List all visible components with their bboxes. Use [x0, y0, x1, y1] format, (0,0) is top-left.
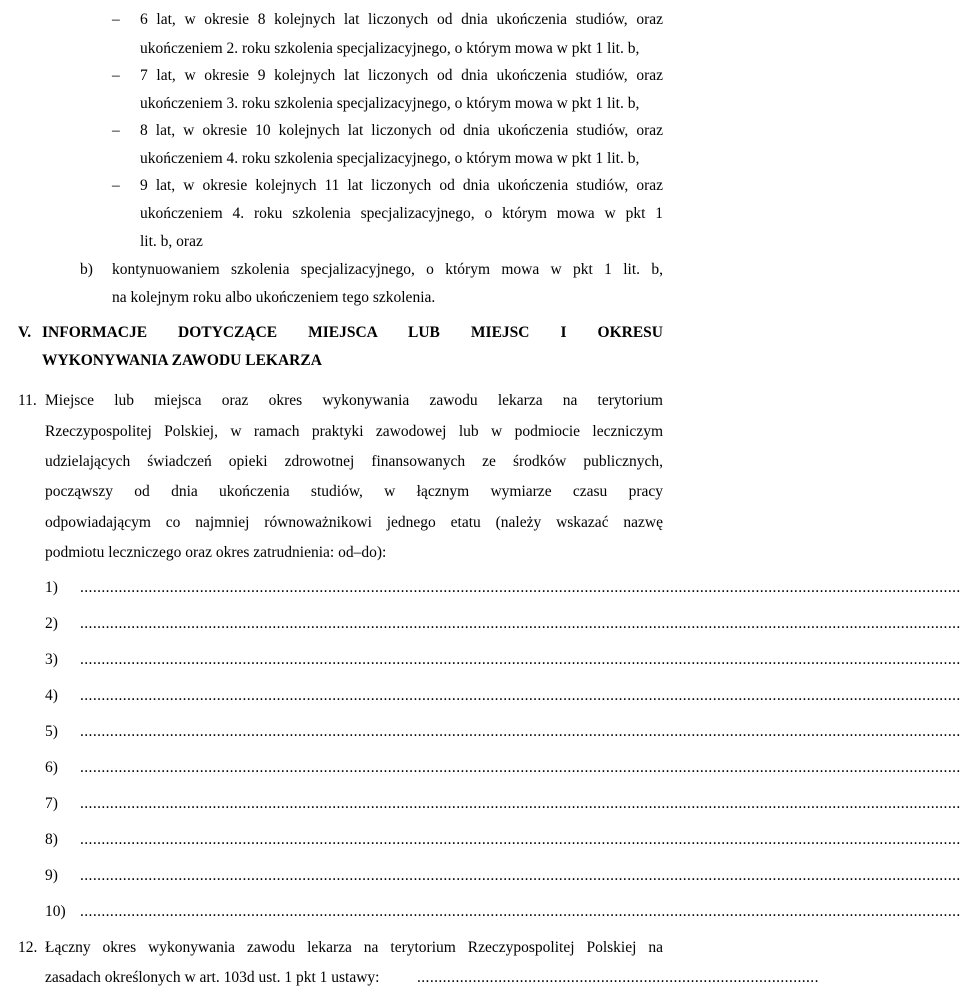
fill-in-dotted-line[interactable]: .............................................................................................................................................................................................................. — [80, 795, 961, 812]
workplace-field-row — [0, 578, 961, 600]
section-title: INFORMACJE DOTYCZĄCE MIEJSCA LUB MIEJSC I OKRESU — [42, 324, 663, 341]
item-number: 12. — [18, 939, 38, 956]
list-item-text: 9 lat, w okresie kolejnych 11 lat liczonych od dnia ukończenia studiów, oraz — [140, 177, 663, 194]
total-period-dotted-line[interactable]: .............................................................................................. — [417, 969, 819, 986]
list-item-text: 8 lat, w okresie 10 kolejnych lat liczonych od dnia ukończenia studiów, oraz — [140, 122, 663, 139]
paragraph-line: Rzeczypospolitej Polskiej, w ramach praktyki zawodowej lub w podmiocie leczniczym — [45, 423, 663, 440]
fill-in-dotted-line[interactable]: .............................................................................................................................................................................................................. — [80, 687, 961, 704]
list-item-text: kontynuowaniem szkolenia specjalizacyjnego, o którym mowa w pkt 1 lit. b, — [112, 261, 663, 278]
section-number: V. — [18, 324, 32, 341]
section-title: WYKONYWANIA ZAWODU LEKARZA — [42, 352, 322, 369]
workplace-field-row — [0, 866, 961, 888]
field-label: 6) — [45, 759, 58, 776]
list-item-text: ukończeniem 4. roku szkolenia specjalizacyjnego, o którym mowa w pkt 1 — [140, 205, 663, 222]
fill-in-dotted-line[interactable]: .............................................................................................................................................................................................................. — [80, 867, 961, 884]
field-label: 8) — [45, 831, 58, 848]
list-item-text: ukończeniem 3. roku szkolenia specjalizacyjnego, o którym mowa w pkt 1 lit. b, — [140, 95, 640, 112]
workplace-field-row — [0, 794, 961, 816]
paragraph-line: Łączny okres wykonywania zawodu lekarza na terytorium Rzeczypospolitej Polskiej na — [45, 939, 663, 956]
field-label: 7) — [45, 795, 58, 812]
workplace-field-row — [0, 758, 961, 780]
list-item-text: na kolejnym roku albo ukończeniem tego szkolenia. — [112, 289, 436, 306]
paragraph-line: odpowiadającym co najmniej równoważnikowi jednego etatu (należy wskazać nazwę — [45, 514, 663, 531]
workplace-field-row — [0, 614, 961, 636]
dash-marker: – — [112, 67, 120, 84]
item-number: 11. — [18, 392, 37, 409]
list-item-text: ukończeniem 4. roku szkolenia specjalizacyjnego, o którym mowa w pkt 1 lit. b, — [140, 150, 640, 167]
workplace-field-row — [0, 830, 961, 852]
fill-in-dotted-line[interactable]: .............................................................................................................................................................................................................. — [80, 759, 961, 776]
fill-in-dotted-line[interactable]: .............................................................................................................................................................................................................. — [80, 723, 961, 740]
workplace-field-row — [0, 722, 961, 744]
workplace-field-row — [0, 902, 961, 924]
fill-in-dotted-line[interactable]: .............................................................................................................................................................................................................. — [80, 615, 961, 632]
fill-in-dotted-line[interactable]: .............................................................................................................................................................................................................. — [80, 831, 961, 848]
paragraph-line: Miejsce lub miejsca oraz okres wykonywania zawodu lekarza na terytorium — [45, 392, 663, 409]
paragraph-line: zasadach określonych w art. 103d ust. 1 pkt 1 ustawy: — [45, 969, 380, 986]
fill-in-dotted-line[interactable]: .............................................................................................................................................................................................................. — [80, 651, 961, 668]
list-item-text: lit. b, oraz — [140, 233, 203, 250]
list-marker-b: b) — [80, 261, 93, 278]
fill-in-dotted-line[interactable]: .............................................................................................................................................................................................................. — [80, 903, 961, 920]
paragraph-line: począwszy od dnia ukończenia studiów, w łącznym wymiarze czasu pracy — [45, 483, 663, 500]
list-item-text: 7 lat, w okresie 9 kolejnych lat liczonych od dnia ukończenia studiów, oraz — [140, 67, 663, 84]
field-label: 1) — [45, 579, 58, 596]
paragraph-line: udzielających świadczeń opieki zdrowotnej finansowanych ze środków publicznych, — [45, 453, 663, 470]
dash-marker: – — [112, 122, 120, 139]
list-item-text: 6 lat, w okresie 8 kolejnych lat liczonych od dnia ukończenia studiów, oraz — [140, 11, 663, 28]
workplace-field-row — [0, 650, 961, 672]
workplace-field-row — [0, 686, 961, 708]
list-item-text: ukończeniem 2. roku szkolenia specjalizacyjnego, o którym mowa w pkt 1 lit. b, — [140, 40, 640, 57]
paragraph-line: podmiotu leczniczego oraz okres zatrudnienia: od–do): — [45, 544, 387, 561]
field-label: 9) — [45, 867, 58, 884]
dash-marker: – — [112, 11, 120, 28]
fill-in-dotted-line[interactable]: .............................................................................................................................................................................................................. — [80, 579, 961, 596]
dash-marker: – — [112, 177, 120, 194]
field-label: 2) — [45, 615, 58, 632]
field-label: 10) — [45, 903, 66, 920]
field-label: 5) — [45, 723, 58, 740]
field-label: 4) — [45, 687, 58, 704]
field-label: 3) — [45, 651, 58, 668]
